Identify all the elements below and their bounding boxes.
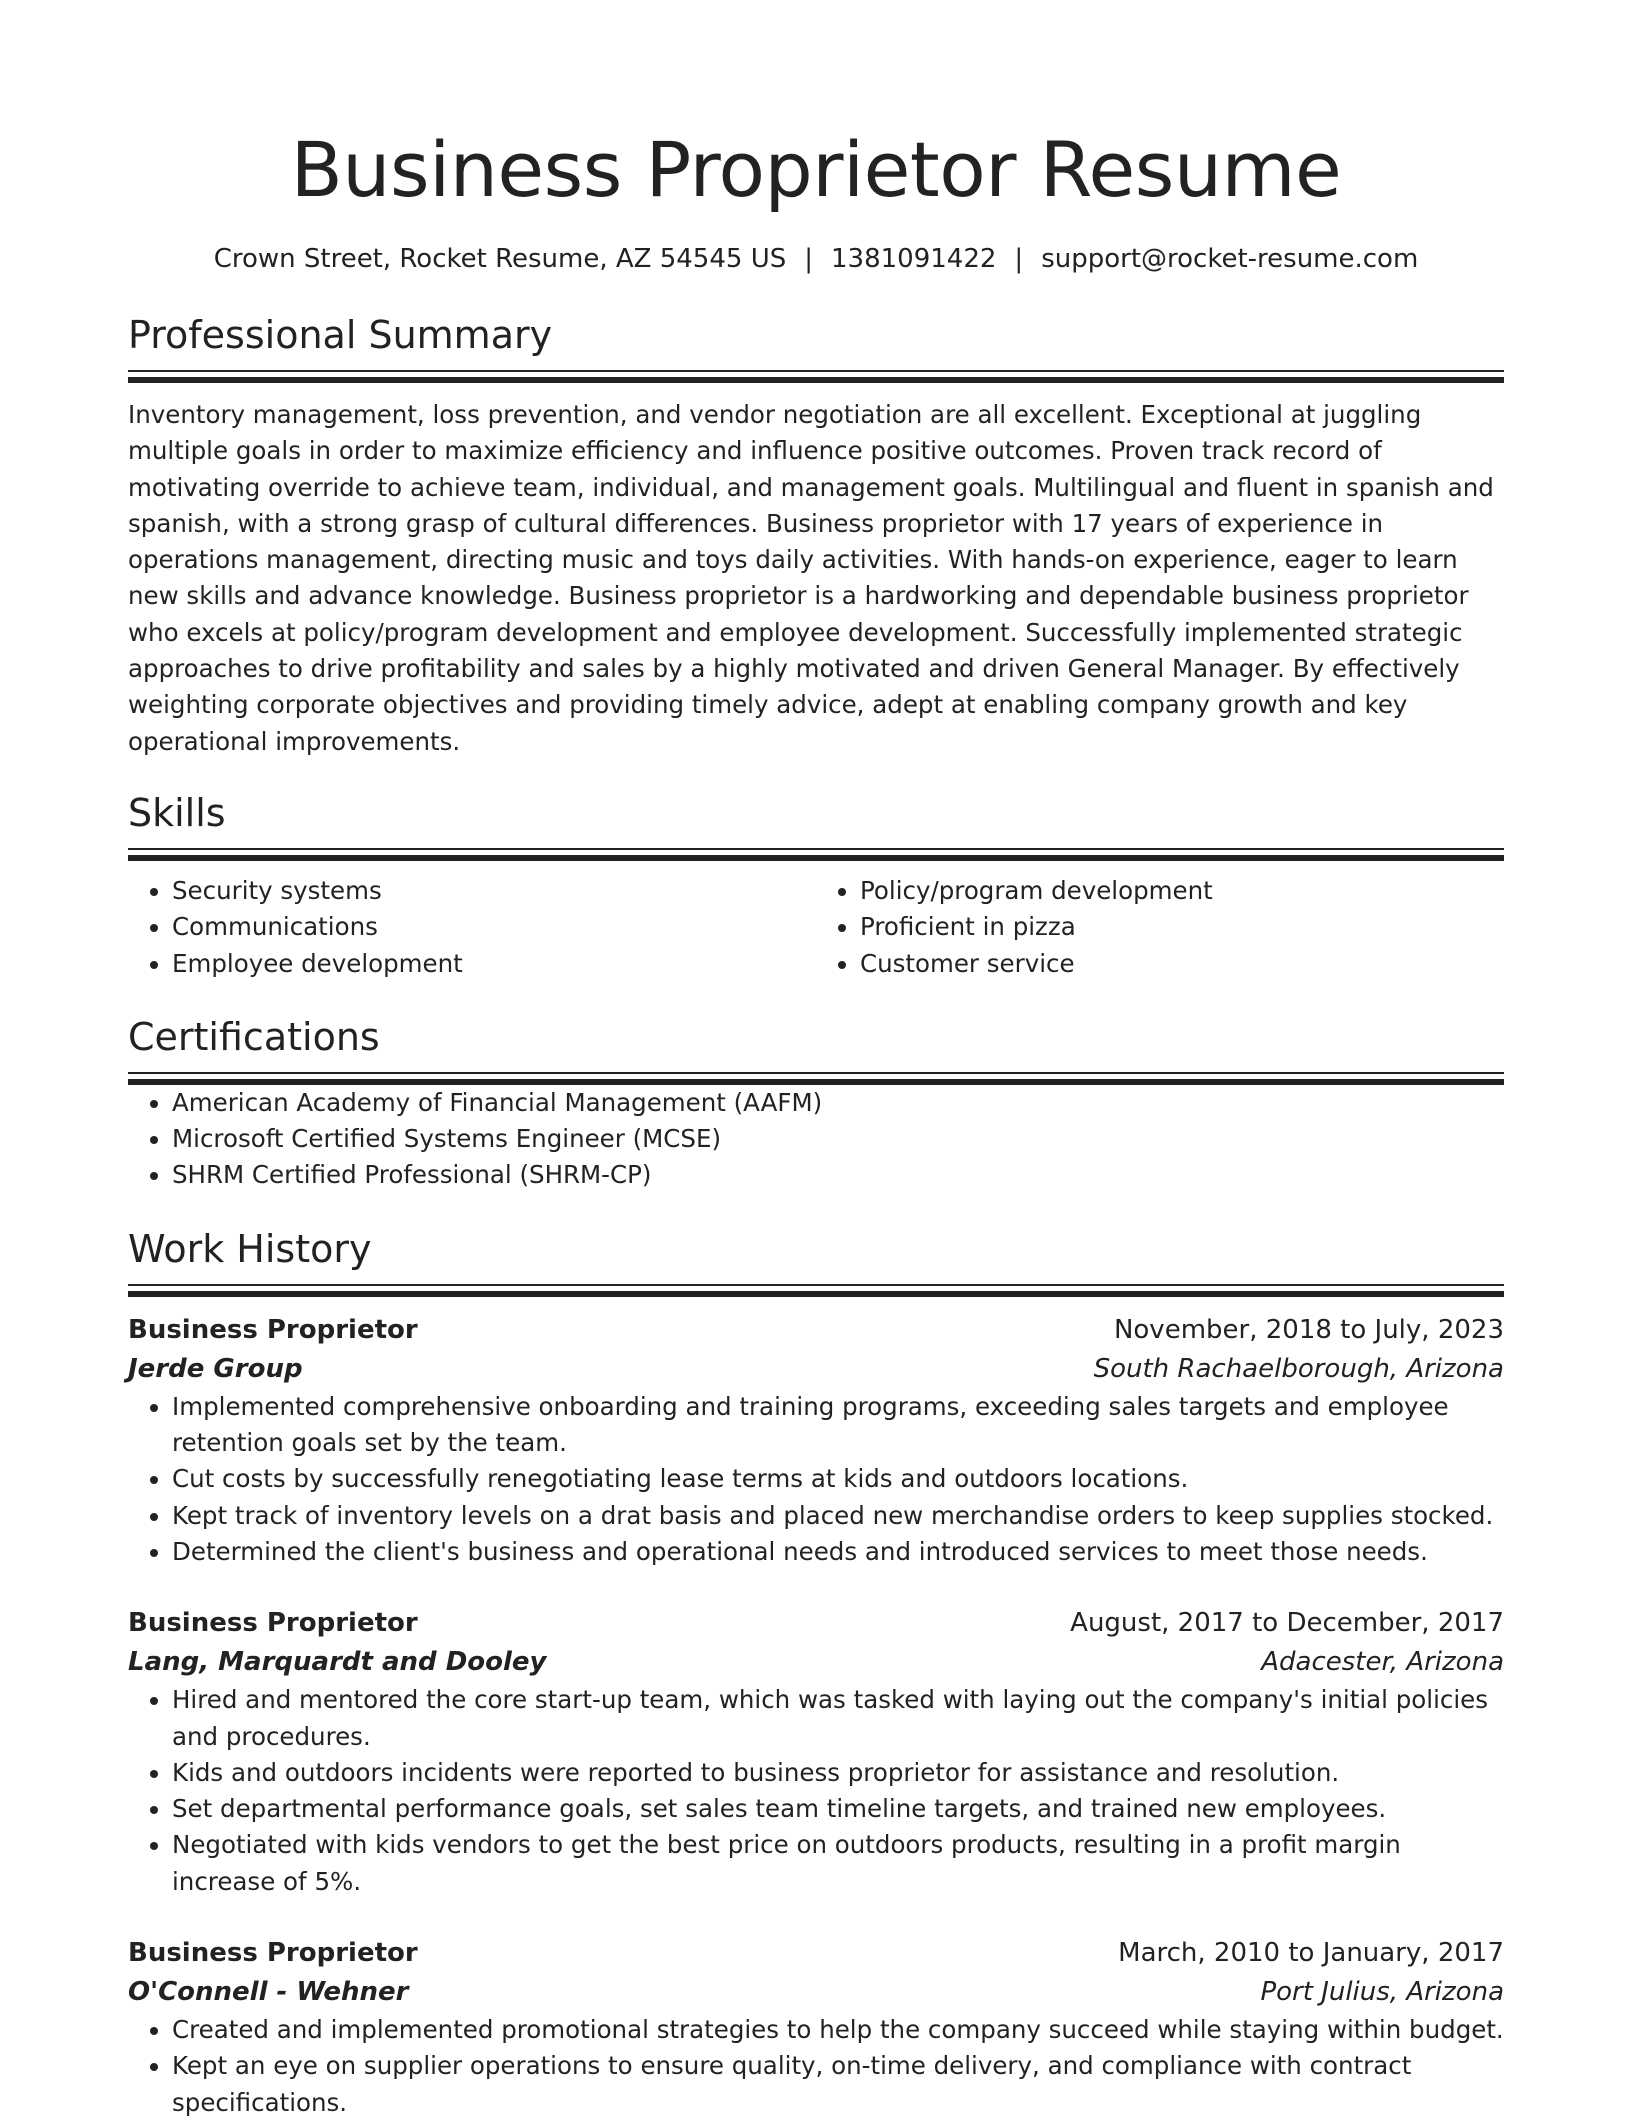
job-duty-item: • Kept an eye on supplier operations to ensure quality, on-time delivery, and compliance with contract specifications. — [172, 2048, 1504, 2121]
job-duty-item: • Hired and mentored the core start-up team, which was tasked with laying out the company's initial policies and procedures. — [172, 1682, 1504, 1755]
skills-grid — [128, 873, 1504, 982]
section-divider — [128, 1072, 1504, 1085]
job-duties-list — [128, 1682, 1504, 1900]
job-dates: March, 2010 to January, 2017 — [1118, 1938, 1504, 1969]
contact-phone: 1381091422 — [831, 244, 997, 274]
job-title: Business Proprietor — [128, 1314, 418, 1345]
job-duty-item: • Cut costs by successfully renegotiating lease terms at kids and outdoors locations. — [172, 1461, 1504, 1497]
certification-item: • SHRM Certified Professional (SHRM-CP) — [172, 1157, 1504, 1193]
skill-item: • Customer service — [860, 946, 1504, 982]
job-duty-item: • Kept track of inventory levels on a drat basis and placed new merchandise orders to keep supplies stocked. — [172, 1498, 1504, 1534]
certifications-list — [128, 1085, 1504, 1194]
work-history-section — [128, 1224, 1504, 2121]
section-heading-work-history: Work History — [128, 1226, 372, 1271]
skills-list-left — [128, 873, 816, 982]
section-heading-skills: Skills — [128, 790, 226, 835]
job-duty-item: • Set departmental performance goals, set sales team timeline targets, and trained new employees. — [172, 1791, 1504, 1827]
job-duties-list — [128, 1389, 1504, 1570]
page-title: Business Proprietor Resume — [290, 125, 1342, 214]
job-title: Business Proprietor — [128, 1608, 418, 1639]
job-duty-item: • Implemented comprehensive onboarding and training programs, exceeding sales targets and employee retention goals set by the team. — [172, 1389, 1504, 1462]
job-company: O'Connell - Wehner — [128, 1977, 409, 2008]
certifications-section — [128, 1012, 1504, 1194]
job-location: South Rachaelborough, Arizona — [1093, 1353, 1504, 1384]
job-dates: November, 2018 to July, 2023 — [1113, 1314, 1504, 1345]
job-title: Business Proprietor — [128, 1938, 418, 1969]
job-duty-item: • Determined the client's business and operational needs and introduced services to meet those needs. — [172, 1534, 1504, 1570]
skills-list-right — [816, 873, 1504, 982]
job-duties-list — [128, 2012, 1504, 2121]
section-divider — [128, 848, 1504, 861]
contact-separator: | — [804, 244, 813, 274]
job-header-row — [128, 1311, 1504, 1350]
skill-item: • Proficient in pizza — [860, 909, 1504, 945]
job-entry — [128, 1604, 1504, 1900]
contact-separator: | — [1014, 244, 1024, 274]
job-entry — [128, 1934, 1504, 2121]
professional-summary-section — [128, 310, 1504, 760]
job-company: Lang, Marquardt and Dooley — [128, 1647, 547, 1678]
job-dates: August, 2017 to December, 2017 — [1070, 1608, 1504, 1639]
job-location: Adacester, Arizona — [1261, 1647, 1504, 1678]
certification-item: • American Academy of Financial Management (AAFM) — [172, 1085, 1504, 1121]
job-company-row — [128, 1973, 1504, 2012]
summary-text: Inventory management, loss prevention, and vendor negotiation are all excellent. Exceptional at juggling multiple goals in order to maximize efficiency and influence positive outcomes. Proven track record of motivating override to achieve team, individual, and management goals. Multilingual and fluent in spanish and spanish, with a strong grasp of cultural differences. Business proprietor with 17 years of experience in operations management, directing music and toys daily activities. With hands-on experience, eager to learn new skills and advance knowledge. Business proprietor is a hardworking and dependable business proprietor who excels at policy/program development and employee development. Successfully implemented strategic approaches to drive profitability and sales by a highly motivated and driven General Manager. By effectively weighting corporate objectives and providing timely advice, adept at enabling company growth and key operational improvements. — [128, 400, 1494, 756]
job-company-row — [128, 1350, 1504, 1389]
skill-item: • Policy/program development — [860, 873, 1504, 909]
job-duty-item: • Created and implemented promotional strategies to help the company succeed while staying within budget. — [172, 2012, 1504, 2048]
certification-item: • Microsoft Certified Systems Engineer (MCSE) — [172, 1121, 1504, 1157]
job-location: Port Julius, Arizona — [1260, 1977, 1504, 2008]
job-duty-item: • Negotiated with kids vendors to get the best price on outdoors products, resulting in a profit margin increase of 5%. — [172, 1827, 1504, 1900]
skill-item: • Employee development — [172, 946, 816, 982]
section-divider — [128, 1284, 1504, 1297]
contact-line — [128, 242, 1504, 276]
contact-address: Crown Street, Rocket Resume, AZ 54545 US — [213, 244, 787, 274]
section-heading-certifications: Certifications — [128, 1014, 380, 1059]
contact-email[interactable]: support@rocket-resume.com — [1041, 244, 1419, 274]
skills-section — [128, 788, 1504, 982]
job-header-row — [128, 1934, 1504, 1973]
section-divider — [128, 370, 1504, 383]
job-duty-item: • Kids and outdoors incidents were reported to business proprietor for assistance and resolution. — [172, 1755, 1504, 1791]
section-heading-summary: Professional Summary — [128, 313, 553, 357]
skill-item: • Security systems — [172, 873, 816, 909]
job-entry — [128, 1311, 1504, 1570]
job-company-row — [128, 1643, 1504, 1682]
skill-item: • Communications — [172, 909, 816, 945]
job-header-row — [128, 1604, 1504, 1643]
job-company: Jerde Group — [128, 1353, 303, 1384]
